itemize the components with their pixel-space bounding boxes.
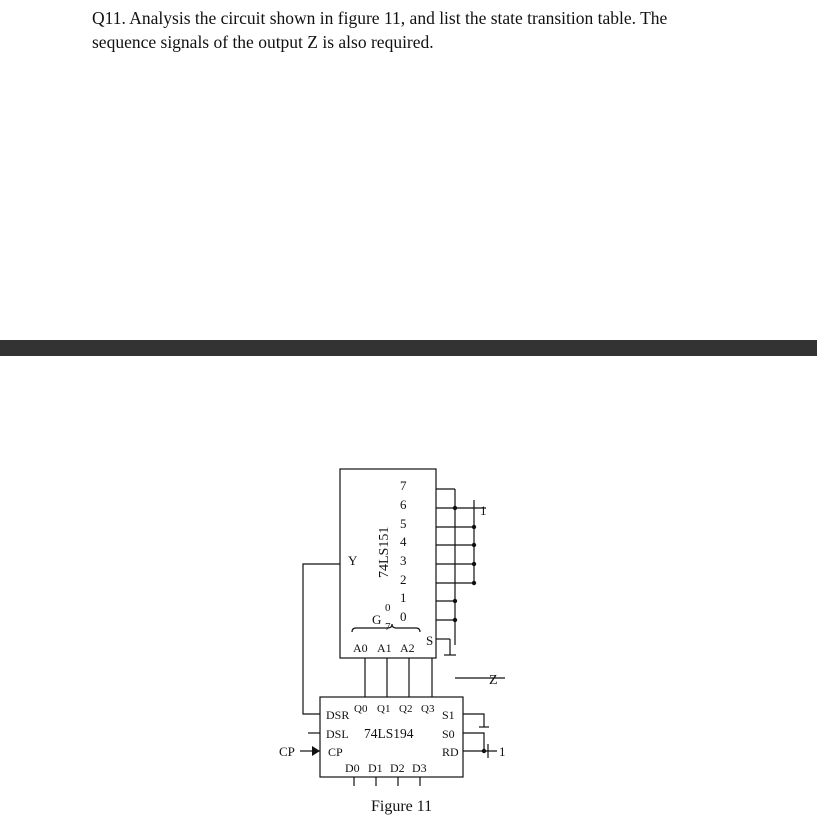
mux-input-buses	[444, 489, 474, 655]
mux-pin-6: 6	[400, 497, 407, 512]
reg-cp-label: CP	[328, 745, 343, 759]
mux-gate-denominator: 7	[385, 621, 391, 633]
mux-pin-0: 0	[400, 609, 407, 624]
z-output-label: Z	[489, 673, 498, 688]
mux-addr-a2: A2	[400, 641, 415, 655]
mux-chip-name: 74LS151	[377, 526, 392, 578]
reg-d2-label: D2	[390, 761, 405, 775]
mux-gate-numerator: 0	[385, 602, 391, 614]
mux-pin-7: 7	[400, 478, 407, 493]
mux-output-label: Y	[348, 553, 358, 568]
s1-wire	[463, 714, 484, 727]
cp-arrow-icon	[312, 746, 320, 756]
question-line-1: Q11. Analysis the circuit shown in figure 11, and list the state transition table. The	[92, 8, 668, 28]
mux-pin-2: 2	[400, 572, 407, 587]
mux-input-pins	[436, 489, 486, 639]
mux-pin-1: 1	[400, 590, 407, 605]
mux-pin-5: 5	[400, 516, 407, 531]
reg-rd-label: RD	[442, 745, 459, 759]
reg-dsl-label: DSL	[326, 727, 349, 741]
mux-pin-4: 4	[400, 534, 407, 549]
address-wires	[365, 658, 432, 697]
mux-addr-a1: A1	[377, 641, 392, 655]
logic-one-right: 1	[499, 744, 506, 759]
mux-pin-3: 3	[400, 553, 407, 568]
reg-q1-label: Q1	[377, 703, 391, 715]
reg-q3-label: Q3	[421, 703, 435, 715]
reg-chip-name: 74LS194	[364, 726, 414, 741]
d-input-pins	[354, 777, 420, 786]
reg-q0-label: Q0	[354, 703, 368, 715]
reg-d0-label: D0	[345, 761, 360, 775]
y-feedback-wire	[303, 564, 340, 714]
reg-s1-label: S1	[442, 708, 455, 722]
cp-signal-label: CP	[279, 744, 295, 759]
question-line-2: sequence signals of the output Z is also required.	[92, 32, 434, 52]
logic-one-top: 1	[480, 503, 487, 518]
reg-s0-label: S0	[442, 727, 455, 741]
mux-gate-label: G	[372, 612, 382, 627]
reg-dsr-label: DSR	[326, 708, 350, 722]
figure-caption: Figure 11	[371, 798, 433, 815]
reg-q2-label: Q2	[399, 703, 413, 715]
junction-dots	[453, 506, 486, 753]
reg-d3-label: D3	[412, 761, 427, 775]
mux-enable-label: S	[426, 633, 434, 648]
reg-d1-label: D1	[368, 761, 383, 775]
mux-addr-a0: A0	[353, 641, 368, 655]
s0-wire	[463, 733, 484, 751]
